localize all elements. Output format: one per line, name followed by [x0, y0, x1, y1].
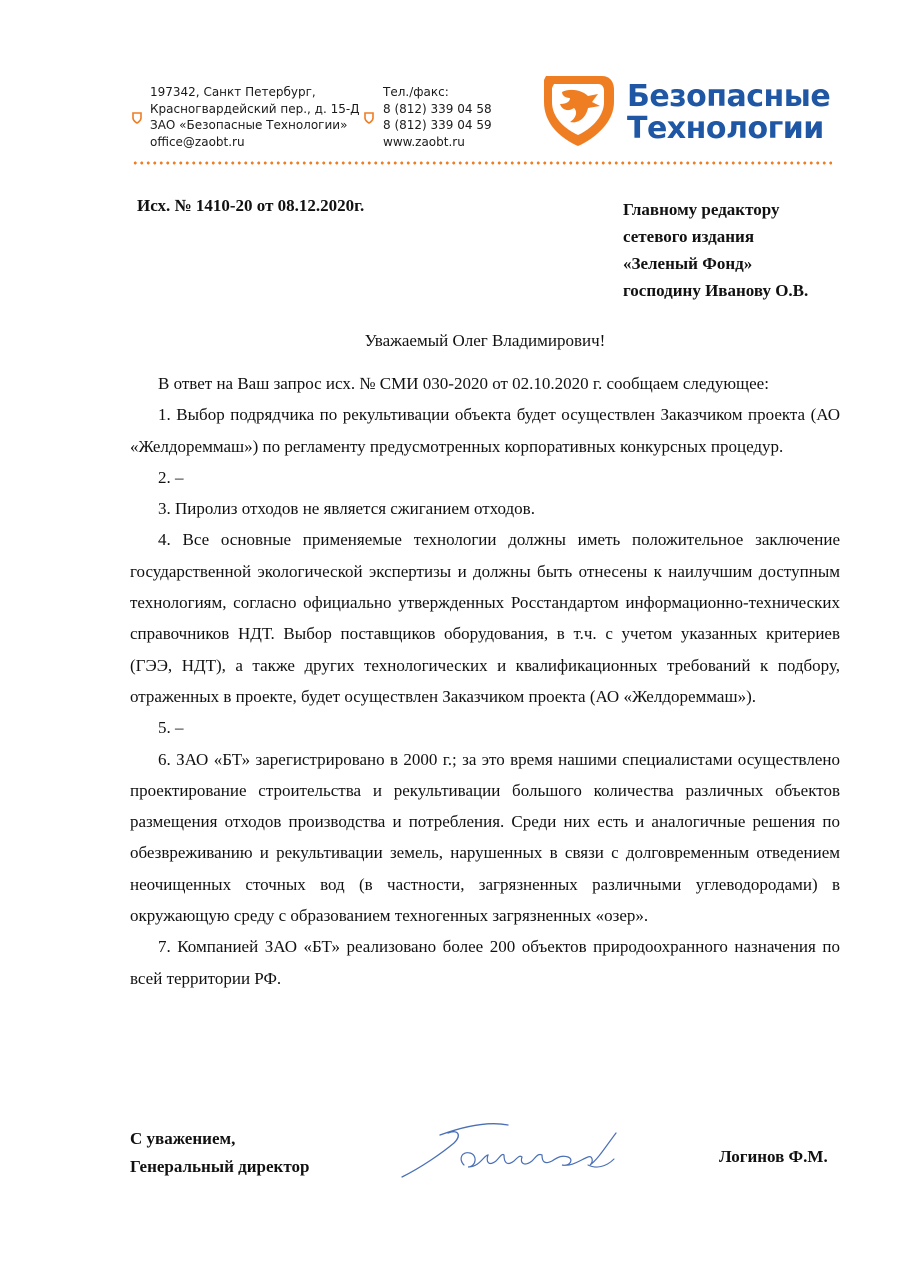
dragon-logo-icon	[540, 72, 620, 148]
addressee-line: сетевого издания	[623, 227, 755, 246]
signer-name: Логинов Ф.М.	[719, 1147, 828, 1166]
letterhead	[0, 0, 904, 170]
list-item: 3. Пиролиз отходов не является сжиганием отходов.	[158, 499, 535, 519]
greeting: Уважаемый Олег Владимирович!	[364, 331, 606, 350]
dotted-divider	[132, 161, 832, 165]
closing-salutation: С уважением,	[130, 1129, 236, 1148]
list-item: 1. Выбор подрядчика по рекультивации объекта будет осуществлен Заказчиком проекта (АО «Желдореммаш») по регламенту предусмотренных корпоративных конкурсных процедур.	[130, 405, 840, 456]
addressee-block	[623, 196, 808, 304]
addressee-line: «Зеленый Фонд»	[623, 254, 753, 273]
list-item: 7. Компанией ЗАО «БТ» реализовано более 200 объектов природоохранного назначения по всей территории РФ.	[130, 937, 840, 988]
outgoing-reference: Исх. № 1410-20 от 08.12.2020г.	[137, 196, 365, 215]
list-item: 2. –	[158, 467, 184, 487]
signer-title: Генеральный директор	[130, 1157, 310, 1176]
list-item: 4. Все основные применяемые технологии должны иметь положительное заключение государственной экологической экспертизы и должны быть отнесены к наилучшим доступным технологиям, согласно официально утвержденных Росстандартом информационно-технических справочников НДТ. Выбор поставщиков оборудования, в т.ч. с учетом указанных критериев (ГЭЭ, НДТ), а также других технологических и квалификационных требований к подбору, отраженных в проекте, будет осуществлен Заказчиком проекта (АО «Желдореммаш»).	[130, 530, 840, 706]
company-address: 197342, Санкт Петербург, Красногвардейский пер., д. 15-Д ЗАО «Безопасные Технологии» office@zaobt.ru	[150, 85, 360, 149]
shield-icon	[132, 112, 142, 124]
closing-block	[130, 1125, 309, 1181]
handwritten-signature	[392, 1115, 652, 1185]
intro-paragraph: В ответ на Ваш запрос исх. № СМИ 030-2020 от 02.10.2020 г. сообщаем следующее:	[158, 374, 769, 393]
list-item: 6. ЗАО «БТ» зарегистрировано в 2000 г.; за это время нашими специалистами осуществлено проектирование строительства и рекультивации большого количества различных объектов размещения отходов производства и потребления. Среди них есть и аналогичные решения по обезвреживанию и рекультивации земель, нарушенных в связи с долговременным отведением неочищенных сточных вод (в частности, загрязненных различными углеводородами) в окружающую среду с образованием техногенных загрязненных «озер».	[130, 749, 840, 926]
addressee-line: господину Иванову О.В.	[623, 281, 809, 300]
shield-icon	[364, 112, 374, 124]
list-item: 5. –	[158, 718, 184, 738]
addressee-line: Главному редактору	[623, 200, 780, 219]
company-contacts: Тел./факс: 8 (812) 339 04 58 8 (812) 339 04 59 www.zaobt.ru	[383, 85, 492, 149]
logo-text-line1: Безопасные	[627, 79, 831, 114]
letter-body	[130, 368, 840, 994]
logo-text-line2: Технологии	[627, 111, 824, 146]
